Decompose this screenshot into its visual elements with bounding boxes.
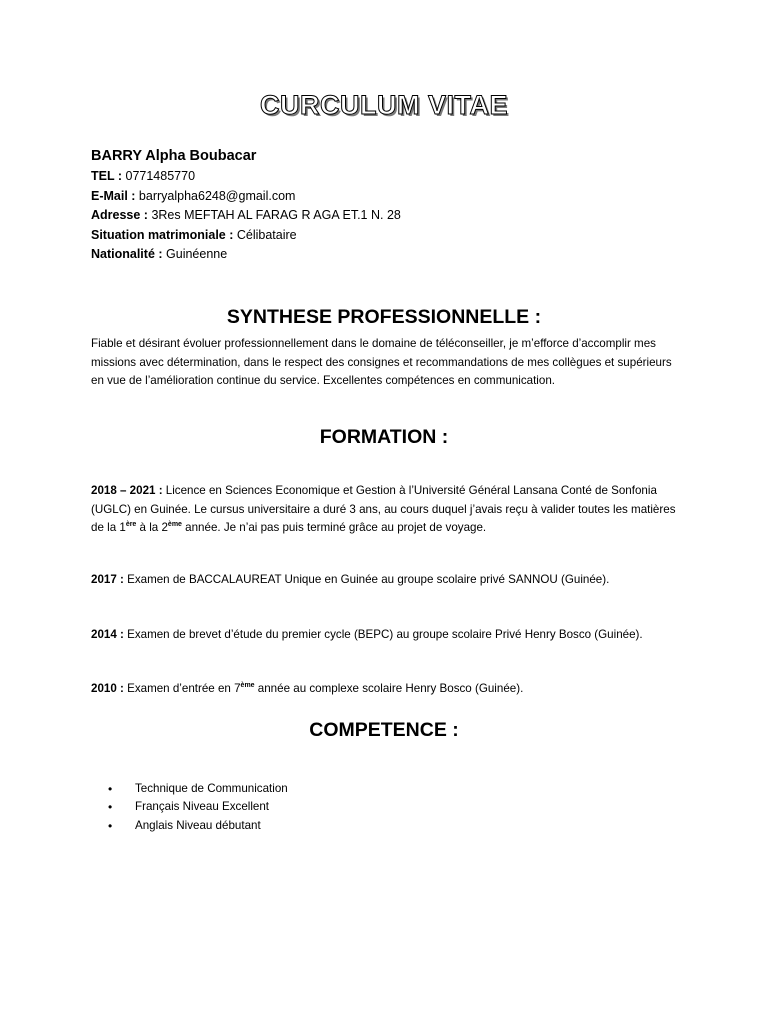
- formation-year: 2014 :: [91, 628, 124, 641]
- competence-heading: COMPETENCE :: [309, 719, 459, 741]
- formation-entry-2010: [91, 680, 691, 699]
- formation-entry-2018: [91, 482, 691, 538]
- address-label: Adresse :: [91, 208, 148, 222]
- bullet-icon: •: [108, 782, 113, 796]
- nationality-label: Nationalité :: [91, 247, 163, 261]
- formation-year: 2018 – 2021 :: [91, 484, 163, 497]
- skill-text: Technique de Communication: [135, 782, 288, 795]
- formation-text: Examen de brevet d’étude du premier cycle (BEPC) au groupe scolaire Privé Henry Bosco (Guinée).: [123, 628, 643, 641]
- address-line: [91, 206, 691, 226]
- formation-year: 2010 :: [91, 682, 124, 695]
- list-item: [108, 817, 288, 835]
- competence-list: [108, 780, 288, 835]
- skill-text: Français Niveau Excellent: [135, 800, 270, 814]
- formation-text: année. Je n’ai pas puis terminé grâce au projet de voyage.: [181, 521, 487, 535]
- formation-year: 2017 :: [91, 573, 124, 586]
- nationality-value: Guinéenne: [162, 247, 228, 261]
- formation-text: année au complexe scolaire Henry Bosco (Guinée).: [254, 682, 524, 695]
- phone-line: [91, 167, 691, 187]
- email-line: [91, 187, 691, 207]
- superscript: ème: [167, 521, 182, 529]
- formation-text: Licence en Sciences Economique et Gestion à l’Université Général Lansana Conté de Sonfonia (UGLC) en Guinée. Le cursus universitaire a duré 3 ans, au cours duquel j’avais reçu à valider toutes les matières de la 1: [91, 484, 676, 535]
- synthese-heading: SYNTHESE PROFESSIONNELLE :: [226, 306, 542, 328]
- superscript: ère: [125, 521, 137, 529]
- formation-text: Examen de BACCALAUREAT Unique en Guinée au groupe scolaire privé SANNOU (Guinée).: [123, 573, 610, 586]
- phone-label: TEL :: [91, 169, 123, 183]
- bullet-icon: •: [108, 818, 113, 833]
- superscript: ème: [240, 682, 255, 690]
- list-item: [108, 798, 288, 816]
- email-value: barryalpha6248@gmail.com: [135, 188, 296, 203]
- address-value: 3Res MEFTAH AL FARAG R AGA ET.1 N. 28: [147, 208, 401, 222]
- candidate-name: BARRY Alpha Boubacar: [91, 148, 257, 164]
- email-label: E-Mail :: [91, 188, 136, 203]
- contact-block: [91, 146, 691, 265]
- formation-entry-2014: [91, 626, 691, 645]
- formation-entry-2017: [91, 571, 691, 590]
- synthese-text: Fiable et désirant évoluer professionnellement dans le domaine de téléconseiller, je m’efforce d’accomplir mes missions avec détermination, dans le respect des consignes et recommandations de mes collègues et supérieurs en vue de l’amélioration continue du service. Excellentes compétences en communication.: [91, 337, 672, 388]
- formation-heading: FORMATION :: [319, 426, 449, 448]
- formation-text: Examen d’entrée en 7: [123, 682, 241, 695]
- marital-status-line: [91, 226, 691, 246]
- skill-text: Anglais Niveau débutant: [135, 818, 261, 832]
- formation-text: à la 2: [136, 521, 168, 535]
- marital-status-label: Situation matrimoniale :: [91, 227, 234, 242]
- bullet-icon: •: [108, 800, 113, 815]
- document-title: CURCULUM VITAE: [260, 90, 508, 120]
- marital-status-value: Célibataire: [233, 227, 297, 242]
- list-item: [108, 780, 288, 798]
- nationality-line: [91, 245, 691, 265]
- phone-value: 0771485770: [122, 169, 196, 183]
